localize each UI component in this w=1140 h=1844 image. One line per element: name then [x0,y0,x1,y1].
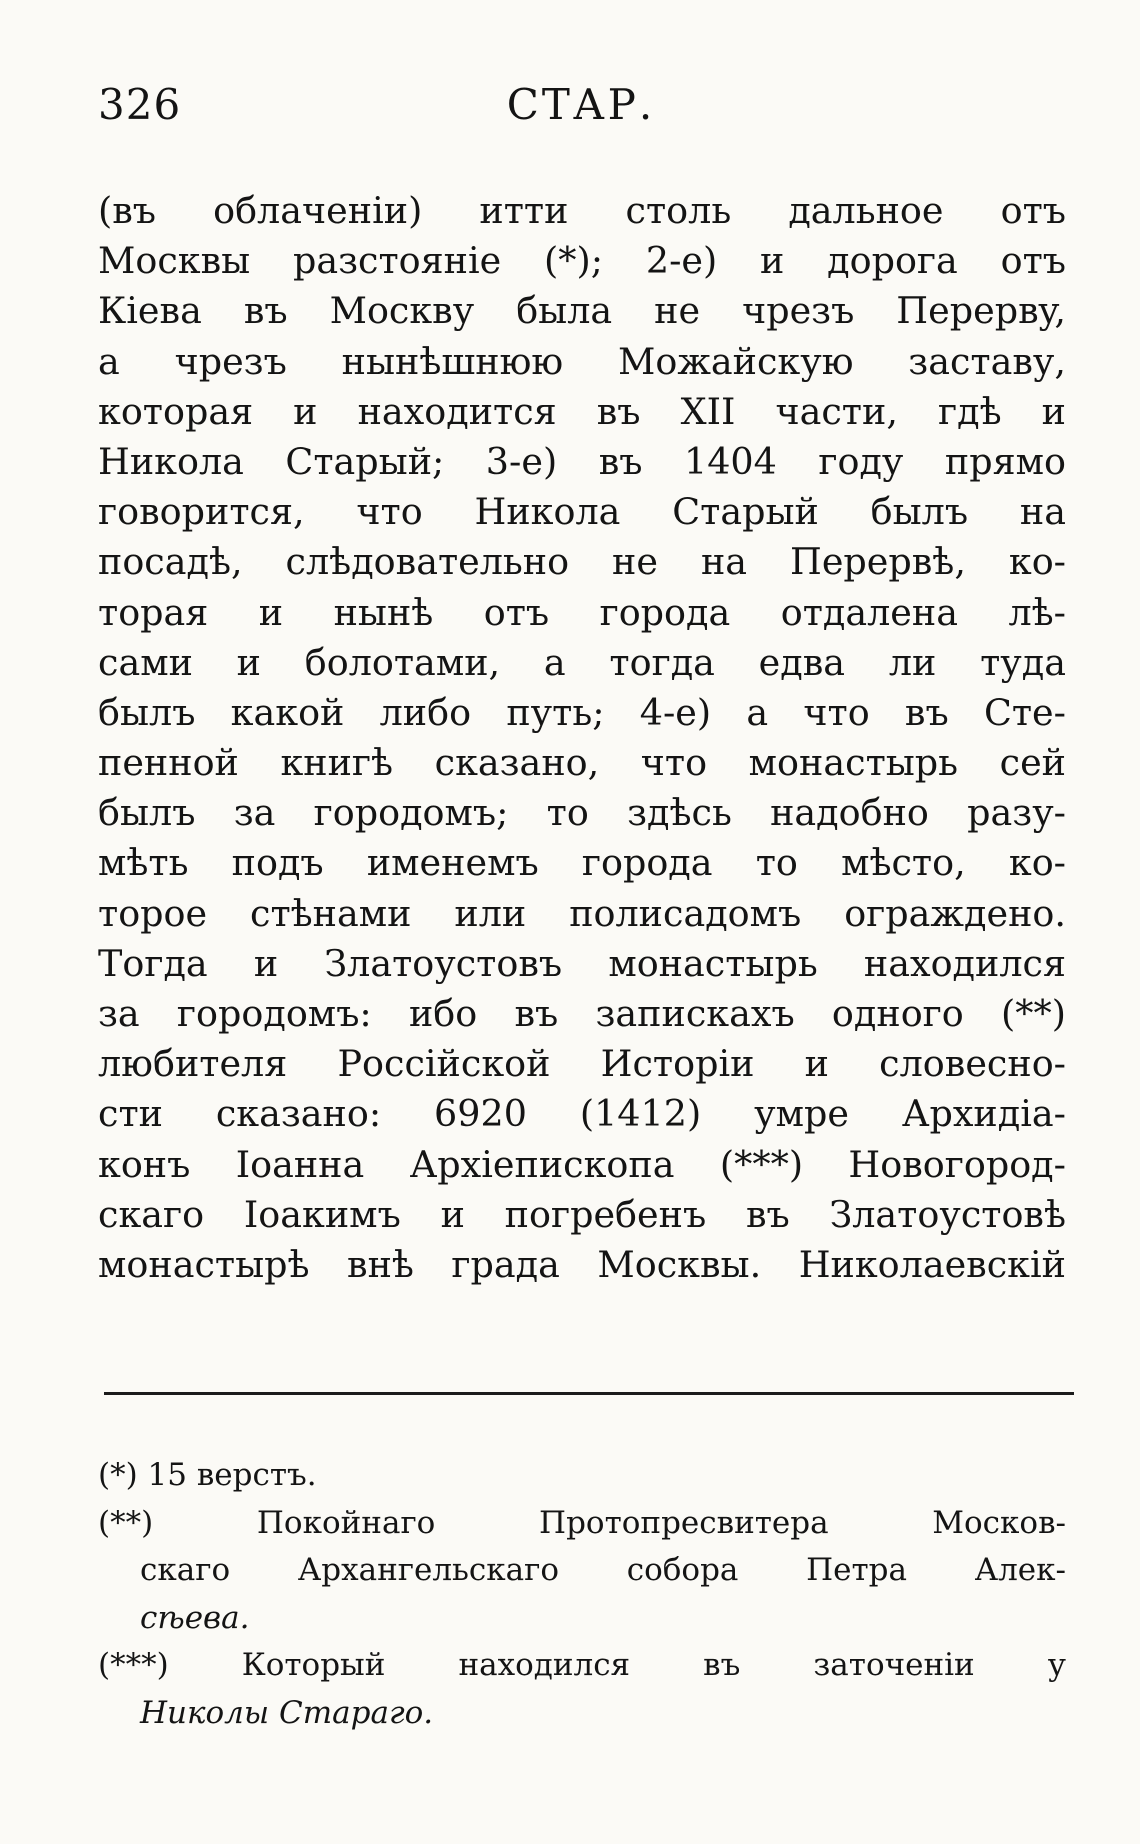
footnote-divider [104,1392,1074,1395]
text-line: Тогда и Златоустовъ монастырь находился [98,941,1066,985]
footnotes [98,1452,1066,1737]
text-line: былъ какой либо путь; 4-е) а что въ Сте- [98,690,1066,734]
footnote-line: (**) Покойнаго Протопресвитера Москов- [98,1504,1066,1541]
text-line: торая и нынѣ отъ города отдалена лѣ- [98,590,1066,634]
text-line: былъ за городомъ; то здѣсь надобно разу- [98,791,1066,835]
text-line: конъ Іоанна Архіепископа (***) Новогород- [98,1142,1066,1186]
page-number: 326 [98,80,182,129]
text-line: а чрезъ нынѣшнюю Можайскую заставу, [98,339,1066,383]
text-line: Никола Старый; 3-е) въ 1404 году прямо [98,439,1066,483]
text-line: которая и находится въ XII части, гдѣ и [98,389,1066,433]
text-line: монастырѣ внѣ града Москвы. Николаевскій [98,1242,1066,1286]
footnote-line: сѣева. [140,1599,250,1636]
text-line: сами и болотами, а тогда едва ли туда [98,640,1066,684]
text-line: говорится, что Никола Старый былъ на [98,490,1066,534]
text-line: любителя Россійской Исторіи и словесно- [98,1042,1066,1086]
text-line: торое стѣнами или полисадомъ ограждено. [98,891,1066,935]
footnote-line: Николы Стараго. [140,1694,434,1731]
page-header [98,80,1064,150]
text-line: пенной книгѣ сказано, что монастырь сей [98,741,1066,785]
text-line: сти сказано: 6920 (1412) умре Архидіа- [98,1092,1066,1136]
text-line: (въ облаченіи) итти столь дальное отъ [98,189,1066,232]
running-head: СТАР. [506,80,656,129]
footnote-line: (*) 15 верстъ. [98,1457,317,1493]
text-line: Кіева въ Москву была не чрезъ Перервy, [98,289,1066,333]
footnote-line: скаго Архангельскаго собора Петра Алек- [140,1552,1066,1588]
text-line: Москвы разстояніе (*); 2-е) и дорога отъ [98,239,1066,283]
footnote-line: (***) Который находился въ заточеніи у [98,1647,1066,1683]
text-line: мѣть подъ именемъ города то мѣсто, ко- [98,841,1066,885]
text-line: посадѣ, слѣдовательно не на Перервѣ, ко- [98,540,1066,584]
text-line: за городомъ: ибо въ запискахъ одного (**) [98,992,1066,1035]
text-line: скаго Іоакимъ и погребенъ въ Златоустовѣ [98,1192,1066,1236]
main-text [98,186,1066,1290]
